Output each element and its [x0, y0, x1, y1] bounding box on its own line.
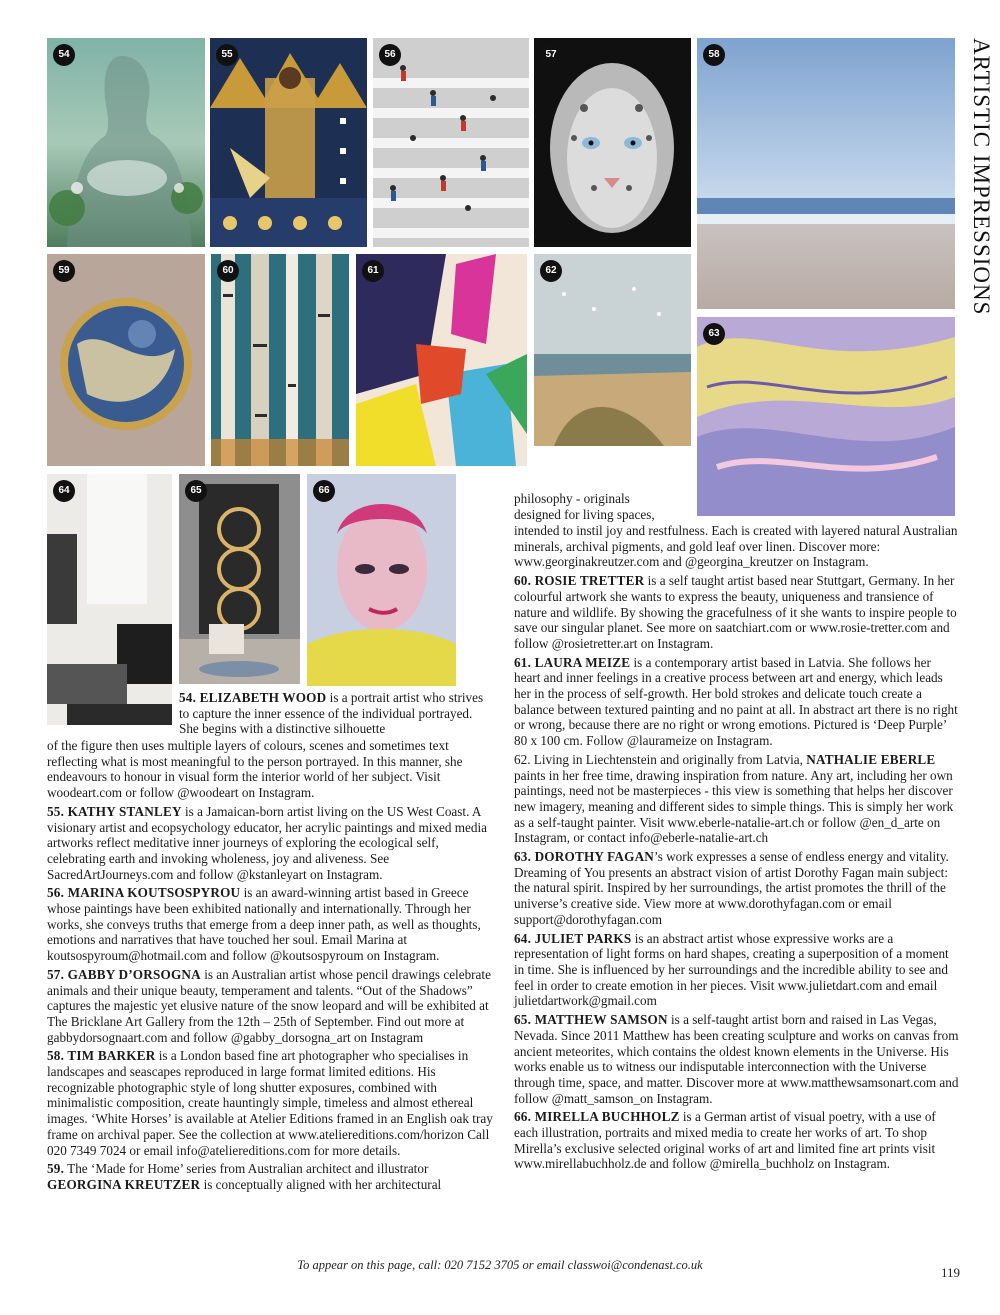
entry-64: 64. JULIET PARKS is an abstract artist whose expressive works are a representation of light forms on hard shapes, creating a superposition of a moment in time. She is influenced by her surroundings and the incredible ability to see and feel in order to create emotion in her pieces. Visit www.julietdart.com and email julietdartwork@gmail.com — [514, 930, 949, 1009]
artwork-number-badge: 59 — [53, 260, 75, 282]
artist-name: 58. TIM BARKER — [47, 1048, 156, 1064]
entry-text: is a portrait artist who — [329, 690, 446, 705]
entry-55: 55. KATHY STANLEY is a Jamaican-born artist living on the US West Coast. A visionary artist and ecopsychology educator, her acrylic paintings and mixed media artworks reflect meditative inner journeys of exploring the ecological self, celebrating earth and invoking wholeness, joy and aliveness. See SacredArtJourneys.com and follow @kstanleyart on Instagram. — [47, 803, 488, 882]
artwork-64 — [47, 474, 172, 725]
artwork-number-badge: 61 — [362, 260, 384, 282]
artwork-number-badge: 58 — [703, 44, 725, 66]
artwork-62 — [534, 254, 691, 446]
artist-name: NATHALIE EBERLE — [806, 751, 936, 767]
artwork-59 — [47, 254, 205, 466]
entry-56: 56. MARINA KOUTSOSPYROU is an award-winning artist based in Greece whose paintings have been exhibited nationally and internationally. Through her works, she conveys truths that emerge from a deep inner path, as well as thoughts, emotions and narratives that have touched her soul. Email Marina at koutsospyroum@hotmail.com and follow @koutsospyroum on Instagram. — [47, 885, 481, 964]
artwork-60 — [211, 254, 349, 466]
artwork-56 — [373, 38, 529, 247]
artist-name: 65. MATTHEW SAMSON — [514, 1012, 668, 1028]
entry-59: 59. The ‘Made for Home’ series from Australian architect and illustrator GEORGINA KREUTZER is conceptually aligned with her architectural — [47, 1161, 442, 1192]
artwork-66 — [307, 474, 456, 686]
artwork-number-badge: 56 — [379, 44, 401, 66]
artwork-number-badge: 65 — [185, 480, 207, 502]
artwork-63 — [697, 317, 955, 516]
artwork-58 — [697, 38, 955, 309]
artwork-number-badge: 60 — [217, 260, 239, 282]
entry-59-cont: intended to instil joy and restfulness. Each is created with layered natural Australian minerals, archival pigments, and gold leaf over linen. Discover more: www.georginakreutzer.com and @georgina_kreutzer on Instagram. — [514, 523, 958, 570]
artist-name: GEORGINA KREUTZER — [47, 1176, 201, 1192]
page-number: 119 — [941, 1265, 961, 1280]
artwork-number-badge: 63 — [703, 323, 725, 345]
entry-62: 62. Living in Liechtenstein and originally from Latvia, NATHALIE EBERLE paints in her free time, drawing inspiration from nature. Any art, including her own paintings, need not be masterpieces - this view is something that helps her discover new imagery, meaning and different sides to simple things. This is simply her work as a self-taught painter. Visit www.eberle-natalie-art.ch or follow @en_d_arte on Instagram, or contact info@eberle-natalie-art.ch — [514, 751, 954, 846]
section-title: ARTISTIC IMPRESSIONS — [969, 38, 994, 316]
entry-57: 57. GABBY D’ORSOGNA is an Australian artist whose pencil drawings celebrate animals and their unique beauty, temperament and talents. “Out of the Shadows” captures the majestic yet elusive nature of the snow leopard and will be exhibited at The Bricklane Art Gallery from the 12th – 25th of September. Find out more at gabbydorsognaart.com and follow @gabby_dorsogna_art on Instagram — [47, 966, 491, 1045]
artist-name: 54. ELIZABETH WOOD — [179, 690, 327, 705]
left-column — [47, 738, 493, 1196]
entry-54-top — [179, 690, 491, 737]
artwork-65 — [179, 474, 300, 684]
artist-name: 59. — [47, 1161, 65, 1177]
entry-66: 66. MIRELLA BUCHHOLZ is a German artist of visual poetry, with a use of each illustration, portraits and mixed media to create her works of art. To shop Mirella’s exclusive selected original works of art and limited fine art prints visit www.mirellabuchholz.de and follow @mirella_buchholz on Instagram. — [514, 1109, 936, 1172]
entry-59-cont-short: philosophy - originals designed for living spaces, — [514, 491, 655, 522]
advertising-footer: To appear on this page, call: 020 7152 3705 or email classwoi@condenast.co.uk — [297, 1258, 703, 1272]
artwork-number-badge: 62 — [540, 260, 562, 282]
artwork-number-badge: 54 — [53, 44, 75, 66]
entry-63: 63. DOROTHY FAGAN’s work expresses a sense of endless energy and vitality. Dreaming of You presents an abstract vision of artist Dorothy Fagan main subject: the natural spirit. Inspired by her surroundings, the artist promotes the thrill of the universe’s creative side. View more at www.dorothyfagan.com or email support@dorothyfagan.com — [514, 849, 949, 927]
entry-61: 61. LAURA MEIZE is a contemporary artist based in Latvia. She follows her heart and inner feelings in a creative process between art and energy, which leads her in the process of self-growth. Her bold strokes and delicate touch create a balance between textured painting and no paint at all. In abstract art there is no right or wrong, because there are no right or wrong emotions. Pictured is ‘Deep Purple’ 80 x 100 cm. Follow @laurameize on Instagram. — [514, 654, 958, 749]
artwork-54 — [47, 38, 205, 247]
artist-name: 55. KATHY STANLEY — [47, 803, 182, 819]
artist-name: 57. GABBY D’ORSOGNA — [47, 966, 201, 982]
artwork-55 — [210, 38, 367, 247]
right-column — [514, 523, 960, 1175]
artist-name: 64. JULIET PARKS — [514, 930, 632, 946]
artwork-number-badge: 66 — [313, 480, 335, 502]
artwork-number-badge: 64 — [53, 480, 75, 502]
entry-60: 60. ROSIE TRETTER is a self taught artist based near Stuttgart, Germany. In her colourful artwork she wants to express the beauty, uniqueness and transience of nature and wildlife. By showing the gracefulness of it she wants to inspire people to save our singular planet. See more on saatchiart.com or www.rosie-tretter.com and follow @rosietretter.art on Instagram. — [514, 573, 957, 651]
artist-name: 63. DOROTHY FAGAN — [514, 849, 655, 865]
artwork-57 — [534, 38, 691, 247]
entry-58: 58. TIM BARKER is a London based fine art photographer who specialises in landscapes and seascapes reproduced in large format limited editions. His recognizable photographic style of long shutter exposures, combined with minimalistic composition, create hauntingly simple, timeless and almost ethereal images. ‘White Horses’ is available at Atelier Editions framed in an English oak tray frame on archival paper. See the collection at www.ateliereditions.com/horizon Call 020 7349 7024 or email info@ateliereditions.com for more details. — [47, 1048, 493, 1158]
artwork-number-badge: 55 — [216, 44, 238, 66]
artwork-number-badge: 57 — [540, 44, 562, 66]
artist-name: 56. MARINA KOUTSOSPYROU — [47, 885, 241, 901]
artist-name: 61. LAURA MEIZE — [514, 654, 631, 670]
artwork-61 — [356, 254, 527, 466]
artist-name: 66. MIRELLA BUCHHOLZ — [514, 1109, 680, 1125]
artist-name: 60. ROSIE TRETTER — [514, 573, 645, 589]
entry-54-cont: of the figure then uses multiple layers of colours, scenes and sometimes text reflecting what is most meaningful to the person portrayed. In this manner, she endeavours to honour in visual form the interior world of her subject. Visit woodeart.com or follow @woodeart on Instagram. — [47, 738, 463, 801]
entry-65: 65. MATTHEW SAMSON is a self-taught artist born and raised in Las Vegas, Nevada. Since 2011 Matthew has been creating sculpture and works on canvas from ancient meteorites, which contains the oldest known elements in the Universe. His works enable us to witness our indisputable interconnection with the Universe through time, space, and matter. Discover more at www.matthewsamsonart.com and follow @matt_samson_on Instagram. — [514, 1012, 959, 1106]
entry-text: strives to capture the inner essence of the individual portrayed. She begins with a distinctive silhouette — [179, 690, 484, 737]
